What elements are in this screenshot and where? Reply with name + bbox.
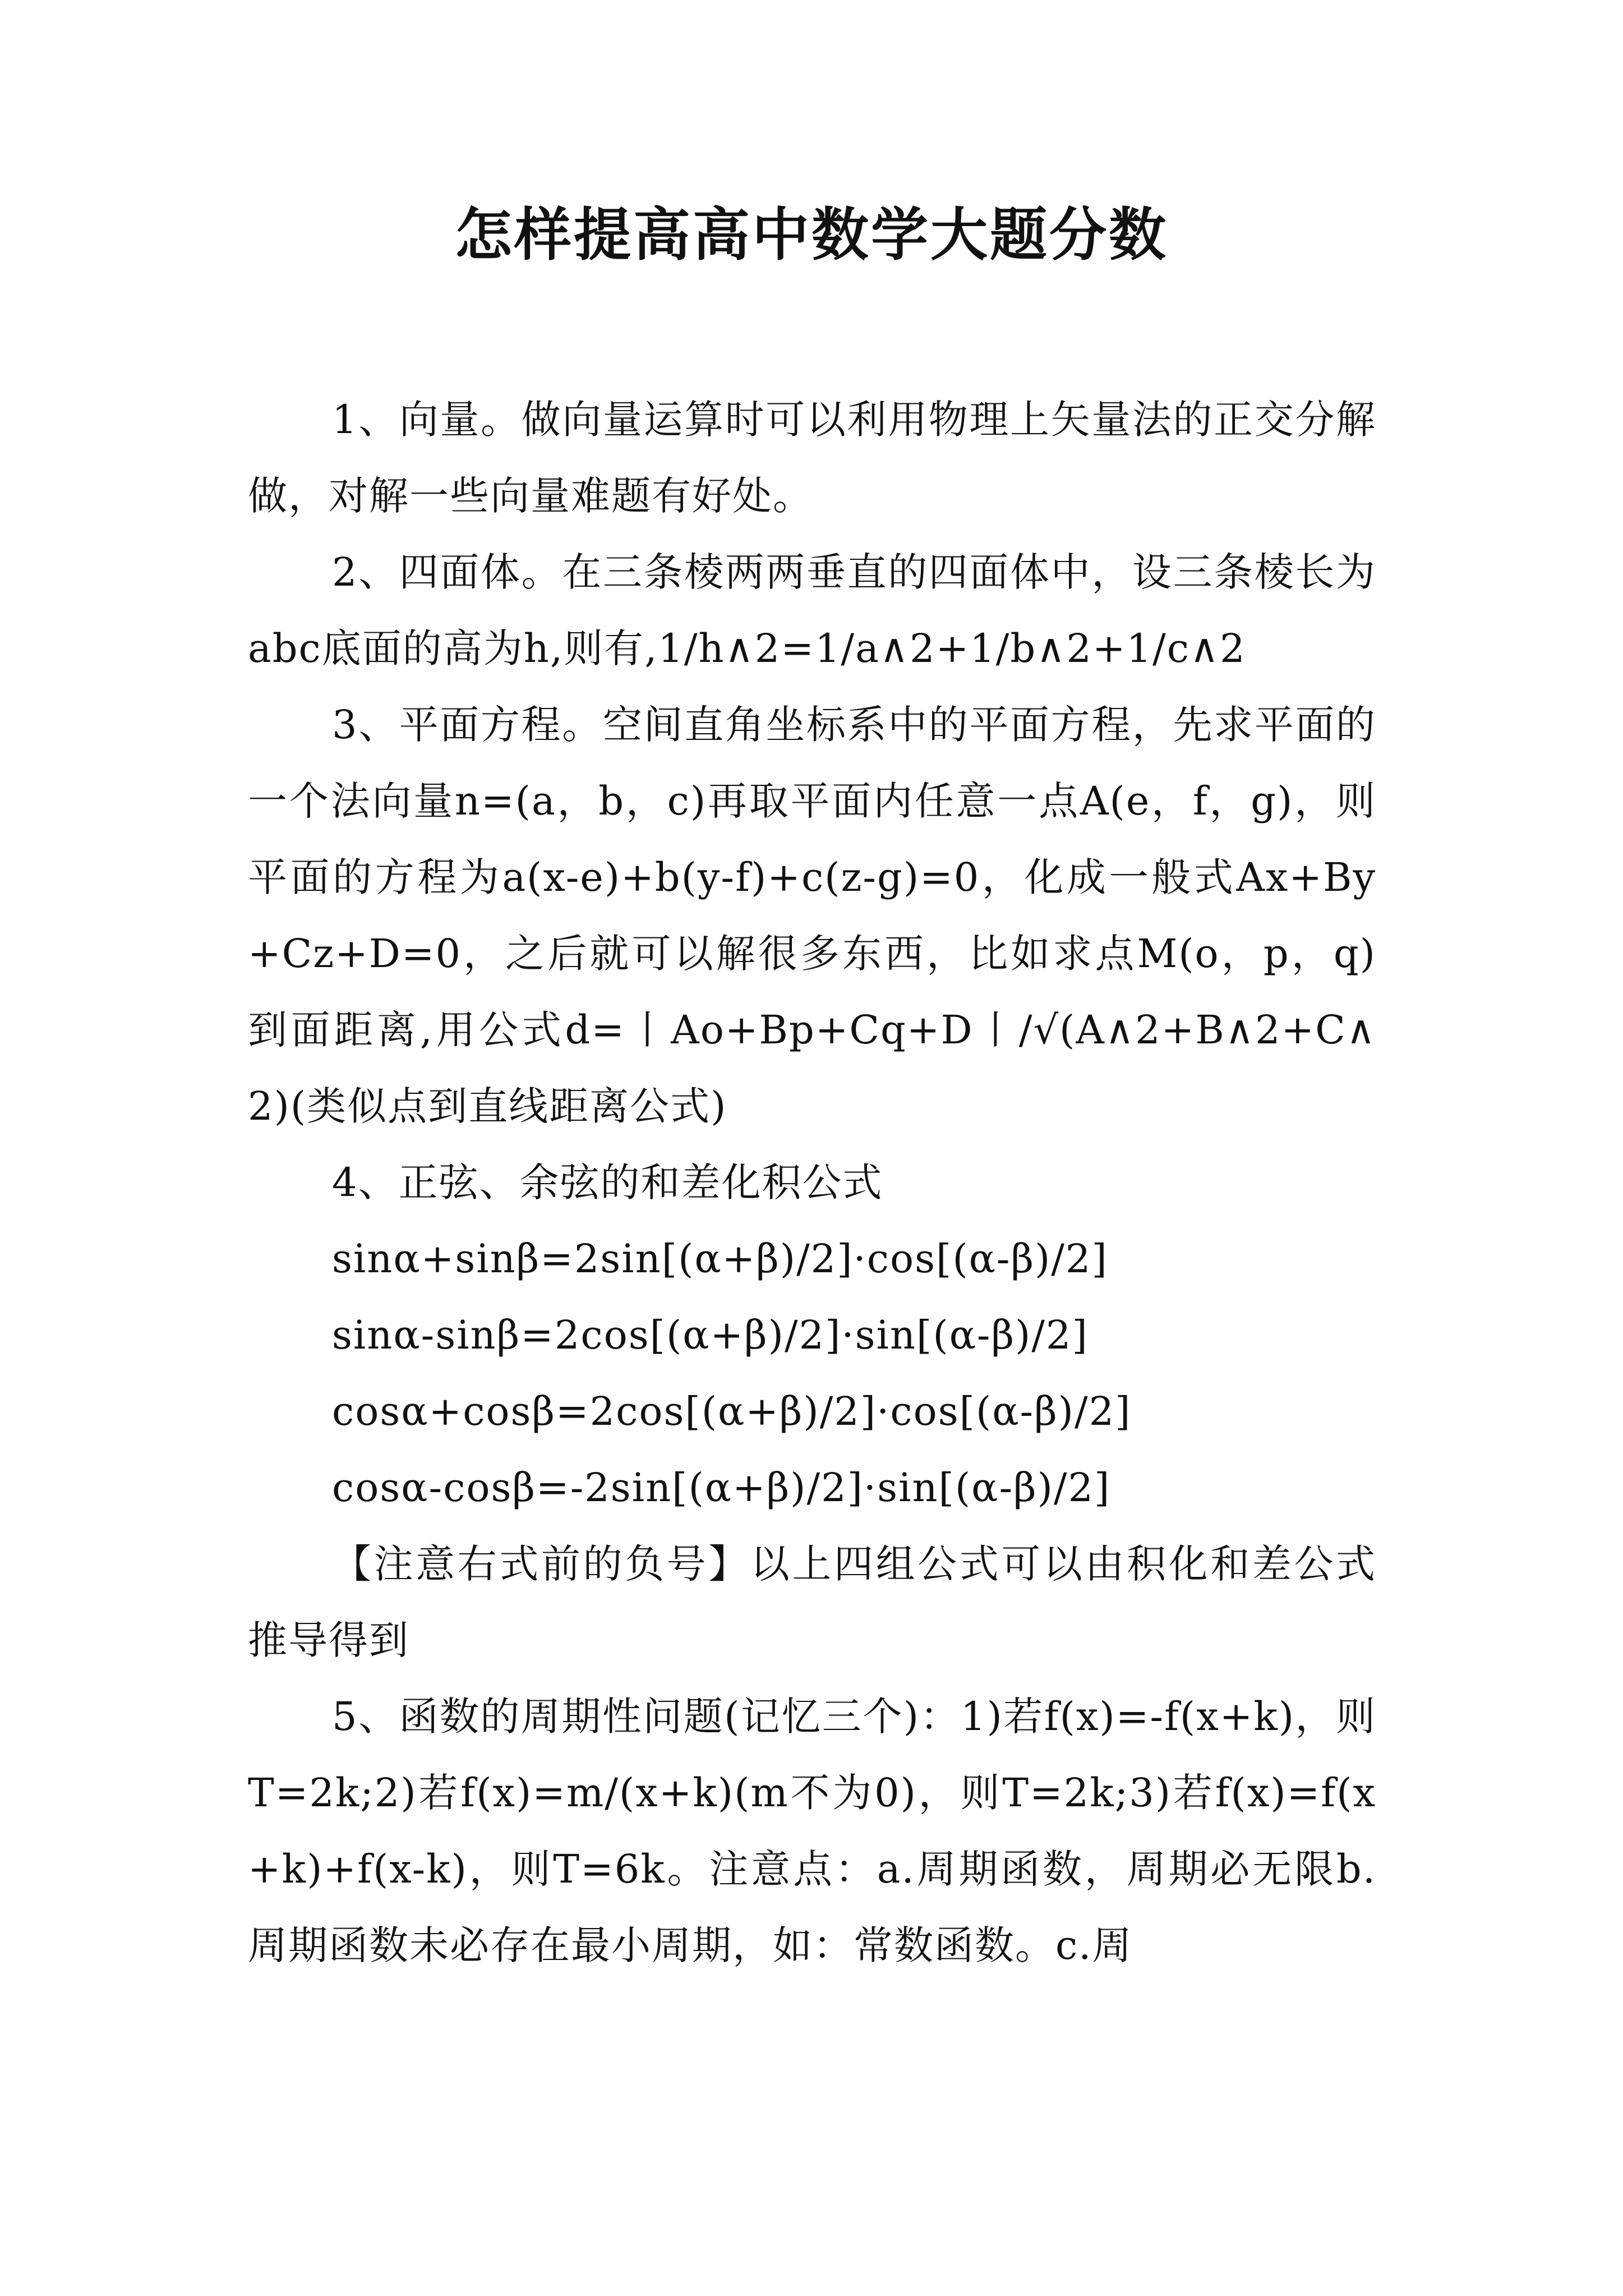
formula-line: sinα+sinβ=2sin[(α+β)/2]·cos[(α-β)/2] xyxy=(332,1236,1108,1282)
paragraph-plane-equation: 3、平面方程。空间直角坐标系中的平面方程，先求平面的一个法向量n=(a，b，c)再取平面内任意一点A(e，f，g)，则平面的方程为a(x-e)+b(y-f)+c(z-g)=0，化成一般式Ax+By+Cz+D=0，之后就可以解很多东西，比如求点M(o，p，q)到面距离,用公式d=丨Ao+Bp+Cq+D丨/√(A∧2+B∧2+C∧2)(类似点到直线距离公式) xyxy=(248,702,1376,1129)
formula-line: cosα+cosβ=2cos[(α+β)/2]·cos[(α-β)/2] xyxy=(332,1388,1132,1434)
paragraph-sum-to-product-heading: 4、正弦、余弦的和差化积公式 xyxy=(332,1159,883,1205)
paragraph-note: 【注意右式前的负号】以上四组公式可以由积化和差公式推导得到 xyxy=(248,1541,1376,1663)
formula-line: sinα-sinβ=2cos[(α+β)/2]·sin[(α-β)/2] xyxy=(332,1312,1089,1358)
paragraph-tetrahedron: 2、四面体。在三条棱两两垂直的四面体中，设三条棱长为abc底面的高为h,则有,1/h∧2=1/a∧2+1/b∧2+1/c∧2 xyxy=(248,549,1376,671)
formula-line: cosα-cosβ=-2sin[(α+β)/2]·sin[(α-β)/2] xyxy=(332,1465,1111,1511)
document-body xyxy=(248,381,1376,1984)
paragraph-periodicity: 5、函数的周期性问题(记忆三个)：1)若f(x)=-f(x+k)，则T=2k;2)若f(x)=m/(x+k)(m不为0)，则T=2k;3)若f(x)=f(x+k)+f(x-k)，则T=6k。注意点：a.周期函数，周期必无限b.周期函数未必存在最小周期，如：常数函数。c.周 xyxy=(248,1694,1376,1968)
paragraph-vectors: 1、向量。做向量运算时可以利用物理上矢量法的正交分解做，对解一些向量难题有好处。 xyxy=(248,397,1376,519)
page-title: 怎样提高高中数学大题分数 xyxy=(455,202,1168,269)
